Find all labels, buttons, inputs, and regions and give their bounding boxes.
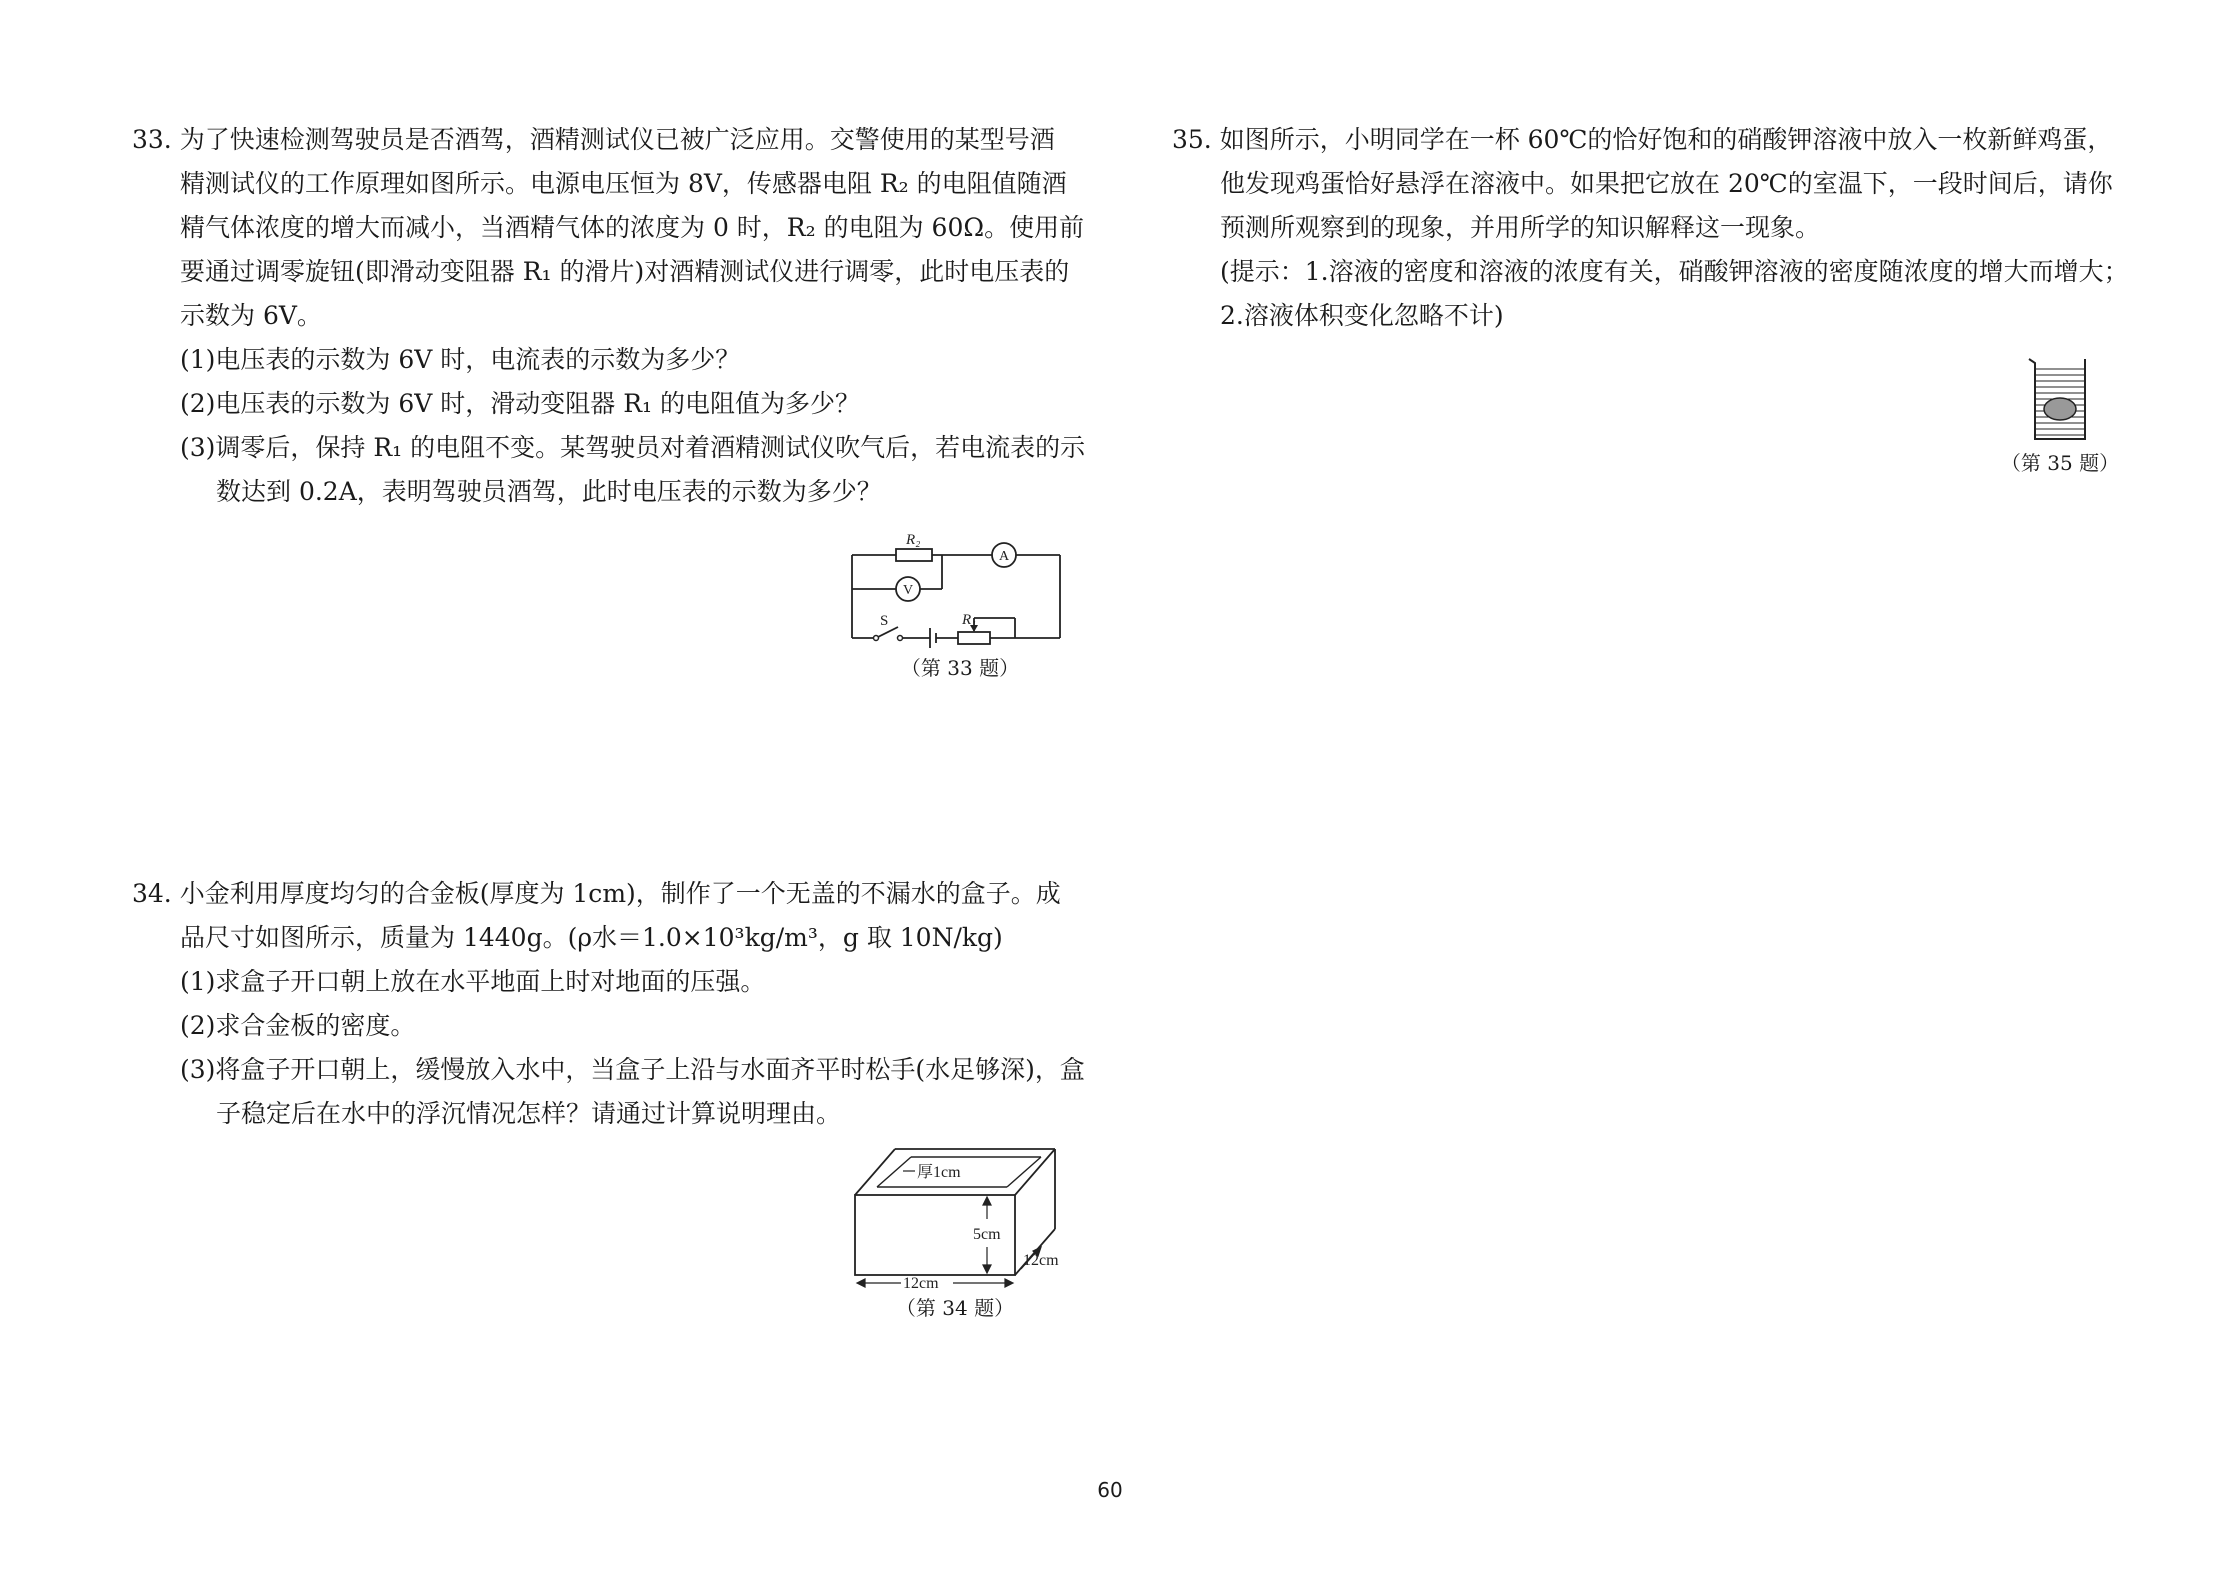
caption-35: （第 35 题） [2000,451,2120,475]
label-r2: R₂ [906,532,921,548]
left-column [132,118,1086,514]
caption-34: （第 34 题） [895,1296,1015,1320]
caption-33: （第 33 题） [900,656,1020,680]
label-depth: 12cm [1023,1252,1059,1269]
label-v: V [902,583,914,598]
rheostat-r1 [958,632,990,644]
q35-hint-1: (提示：1.溶液的密度和溶液的浓度有关，硝酸钾溶液的密度随浓度的增大而增大； [1220,257,2129,286]
q34-sub1: (1)求盒子开口朝上放在水平地面上时对地面的压强。 [180,967,766,996]
page-number: 60 [1097,1478,1123,1502]
label-height: 5cm [973,1226,1001,1243]
box-diagram [845,1135,1065,1290]
q34-sub2: (2)求合金板的密度。 [180,1011,416,1040]
q34-sub3a: (3)将盒子开口朝上，缓慢放入水中，当盒子上沿与水面齐平时松手(水足够深)，盒 [180,1055,1085,1084]
question-33 [132,118,1086,514]
q33-sub2: (2)电压表的示数为 6V 时，滑动变阻器 R₁ 的电阻值为多少？ [180,389,861,418]
circuit-diagram [840,525,1080,650]
q33-line-2: 精测试仪的工作原理如图所示。电源电压恒为 8V，传感器电阻 R₂ 的电阻值随酒 [180,169,1067,198]
q33-line-1: 33. 为了快速检测驾驶员是否酒驾，酒精测试仪已被广泛应用。交警使用的某型号酒 [132,125,1055,154]
right-column [1172,118,2129,338]
question-34 [132,872,1085,1136]
q33-line-4: 要通过调零旋钮(即滑动变阻器 R₁ 的滑片)对酒精测试仪进行调零，此时电压表的 [180,257,1070,286]
q33-line-3: 精气体浓度的增大而减小，当酒精气体的浓度为 0 时，R₂ 的电阻为 60Ω。使用前 [180,213,1085,242]
resistor-r2 [896,549,932,561]
q35-line-1: 35. 如图所示，小明同学在一杯 60℃的恰好饱和的硝酸钾溶液中放入一枚新鲜鸡蛋， [1172,125,2113,154]
left-column-lower [132,872,1085,1136]
label-s: S [880,613,889,629]
q34-line-1: 34. 小金利用厚度均匀的合金板(厚度为 1cm)，制作了一个无盖的不漏水的盒子。成 [132,879,1061,908]
label-thickness: 厚1cm [917,1164,961,1181]
question-35 [1172,118,2129,338]
egg [2044,398,2076,420]
q33-sub1: (1)电压表的示数为 6V 时，电流表的示数为多少？ [180,345,741,374]
q33-sub3a: (3)调零后，保持 R₁ 的电阻不变。某驾驶员对着酒精测试仪吹气后，若电流表的示 [180,433,1086,462]
label-width: 12cm [903,1275,939,1290]
q33-line-5: 示数为 6V。 [180,301,322,330]
label-r1: R₁ [962,612,977,628]
q34-line-2: 品尺寸如图所示，质量为 1440g。(ρ水＝1.0×10³kg/m³，g 取 10N/kg) [180,923,1003,952]
label-a: A [998,549,1010,564]
q35-line-3: 预测所观察到的现象，并用所学的知识解释这一现象。 [1220,213,1821,242]
q34-sub3b: 子稳定后在水中的浮沉情况怎样？请通过计算说明理由。 [216,1099,842,1128]
q35-hint-2: 2.溶液体积变化忽略不计) [1220,301,1504,330]
beaker-egg-diagram [2025,355,2095,445]
q35-line-2: 他发现鸡蛋恰好悬浮在溶液中。如果把它放在 20℃的室温下，一段时间后，请你 [1220,169,2113,198]
q33-sub3b: 数达到 0.2A，表明驾驶员酒驾，此时电压表的示数为多少？ [216,477,882,506]
